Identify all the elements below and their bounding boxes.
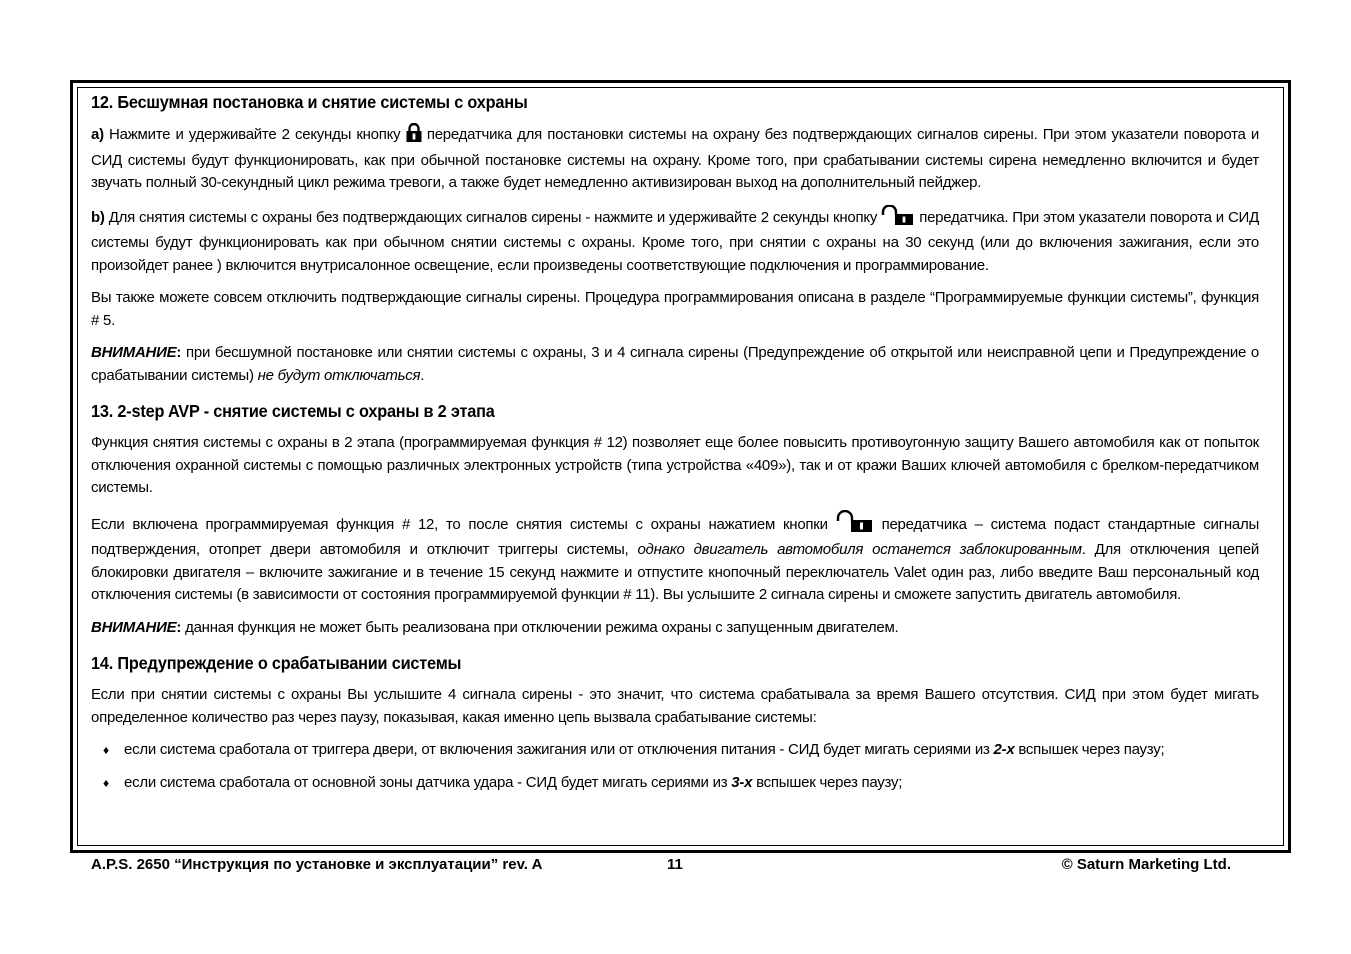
warning-colon: : bbox=[176, 618, 182, 636]
section-13-paragraph-1: Функция снятия системы с охраны в 2 этапа (программируемая функция # 12) позволяет еще более повысить противоугонную защиту Вашего автомобиля как от попыток отключения охранной системы с помощью различных электронных устройств (типа устройства «409»), так и от кражи Ваших ключей автомобиля с брелком-передатчиком системы. bbox=[91, 434, 1259, 496]
page-footer bbox=[91, 856, 1231, 876]
paragraph-text: . Для отключения цепей блокировки двигателя – включите зажигание и в течение 15 секунд нажмите и отпустите кнопочный переключатель Valet один раз, либо введите Ваш персональный код отключения системы (в зависимости от состояния программируемой функции # 11). Вы услышите 2 сигнала сирены и сможете запустить двигатель автомобиля. bbox=[91, 541, 1259, 603]
diamond-bullet-icon: ♦ bbox=[103, 775, 109, 790]
paragraph-text: передатчика для постановки системы на охрану без подтверждающих сигналов сирены. При этом указатели поворота и СИД системы будут функционировать, как при обычной постановке системы на охрану. Кроме того, при срабатывании системы сирена немедленно включится и будет звучать полный 30-секундный цикл режима тревоги, а также будет немедленно активизирован выход на дополнительный пейджер. bbox=[91, 126, 1259, 191]
list-item-text: если система сработала от триггера двери, от включения зажигания или от отключения питания - СИД будет мигать сериями из bbox=[124, 741, 994, 758]
item-label-b: b) bbox=[91, 208, 105, 226]
section-14-title: 14. Предупреждение о срабатывании системы bbox=[91, 653, 462, 673]
section-12-warning bbox=[91, 342, 1259, 387]
list-item bbox=[91, 739, 1259, 762]
unlock-icon bbox=[881, 205, 915, 233]
lock-icon bbox=[406, 123, 422, 150]
list-item-end: вспышек через паузу; bbox=[1014, 741, 1165, 758]
unlock-icon bbox=[836, 510, 874, 540]
warning-end: . bbox=[420, 366, 425, 384]
list-item-emphasis: 2-х bbox=[993, 741, 1015, 758]
page-number: 11 bbox=[667, 856, 683, 873]
section-13 bbox=[91, 401, 1259, 639]
warning-colon: : bbox=[176, 344, 182, 361]
paragraph-text: Для снятия системы с охраны без подтверждающих сигналов сирены - нажмите и удерживайте 2 секунды кнопку bbox=[104, 208, 882, 226]
paragraph-text: передатчика. При этом указатели поворота и СИД системы будут функционировать как при обычном снятии системы с охраны. Кроме того, при снятии с охраны на 30 секунд (или до включения зажигания, если это произойдет ранее ) включится внутрисалонное освещение, если произведены соответствующие подключения и программирование. bbox=[91, 208, 1259, 274]
diamond-bullet-icon: ♦ bbox=[103, 743, 109, 757]
section-13-warning bbox=[91, 617, 1259, 640]
section-14-paragraph-1: Если при снятии системы с охраны Вы услышите 4 сигнала сирены - это значит, что система срабатывала за время Вашего отсутствия. СИД при этом будет мигать определенное количество раз через паузу, показывая, какая именно цепь вызвала срабатывание системы: bbox=[91, 686, 1259, 726]
section-12-title: 12. Бесшумная постановка и снятие системы с охраны bbox=[91, 92, 528, 112]
section-12-paragraph-3: Вы также можете совсем отключить подтверждающие сигналы сирены. Процедура программирования описана в разделе “Программируемые функции системы”, функция # 5. bbox=[91, 289, 1259, 329]
warning-text: при бесшумной постановке или снятии системы с охраны, 3 и 4 сигнала сирены (Предупреждение об открытой или неисправной цепи и Предупреждение о срабатывании системы) bbox=[91, 344, 1259, 384]
section-12-paragraph-b bbox=[91, 205, 1259, 278]
section-12 bbox=[91, 92, 1259, 387]
warning-text: данная функция не может быть реализована при отключении режима охраны с запущенным двигателем. bbox=[181, 618, 899, 636]
paragraph-text: Если включена программируемая функция # 12, то после снятия системы с охраны нажатием кнопки bbox=[91, 515, 836, 533]
paragraph-emphasis: однако двигатель автомобиля останется заблокированным bbox=[637, 541, 1082, 558]
warning-emphasis: не будут отключаться bbox=[257, 366, 421, 384]
item-label-a: a) bbox=[91, 126, 104, 143]
section-14 bbox=[91, 653, 1259, 794]
list-item-text: если система сработала от основной зоны датчика удара - СИД будет мигать сериями из bbox=[124, 773, 732, 791]
section-13-paragraph-2 bbox=[91, 510, 1259, 607]
paragraph-text: передатчика – система подаст стандартные сигналы подтверждения, отопрет двери автомобиля и отключит триггеры системы, bbox=[91, 515, 1259, 558]
list-item-end: вспышек через паузу; bbox=[752, 773, 903, 791]
footer-document-title: A.P.S. 2650 “Инструкция по установке и эксплуатации” rev. A bbox=[91, 856, 543, 873]
paragraph-text: Нажмите и удерживайте 2 секунды кнопку bbox=[103, 126, 406, 143]
list-item-emphasis: 3-х bbox=[731, 773, 753, 791]
list-item bbox=[91, 772, 1259, 795]
warning-label: ВНИМАНИЕ bbox=[91, 344, 177, 361]
footer-copyright: © Saturn Marketing Ltd. bbox=[1061, 856, 1231, 873]
bullet-list bbox=[91, 739, 1259, 794]
warning-label: ВНИМАНИЕ bbox=[91, 618, 177, 636]
page-content bbox=[91, 92, 1259, 808]
section-12-paragraph-a bbox=[91, 123, 1259, 195]
section-13-title: 13. 2-step AVP - снятие системы с охраны в 2 этапа bbox=[91, 401, 495, 421]
